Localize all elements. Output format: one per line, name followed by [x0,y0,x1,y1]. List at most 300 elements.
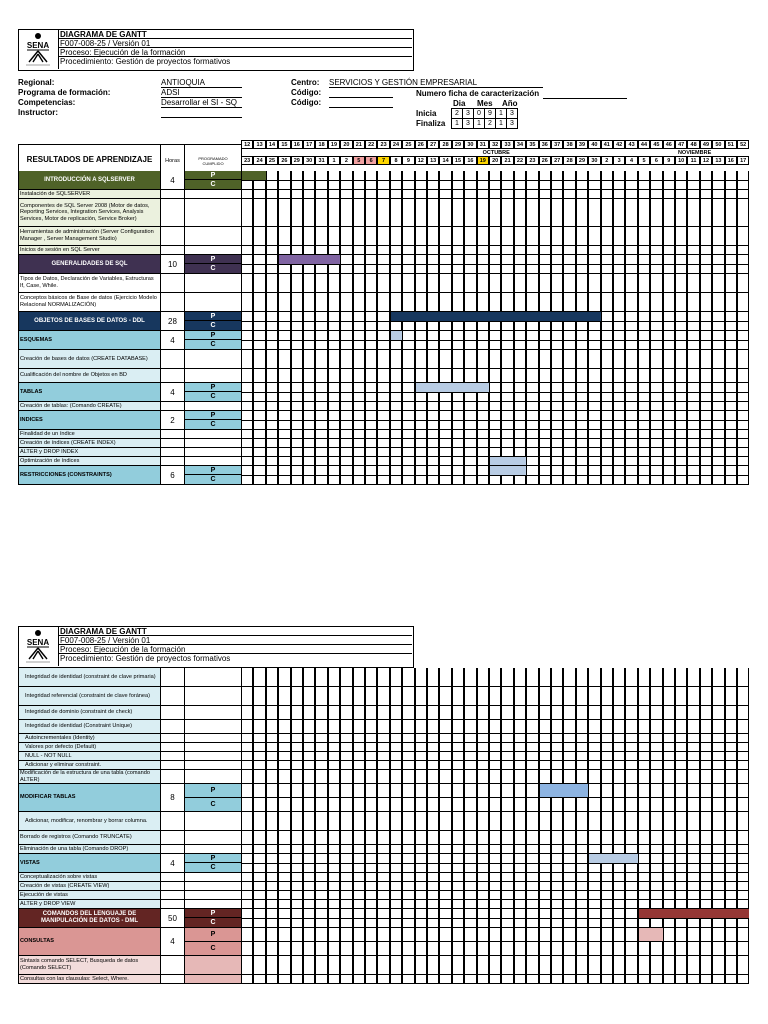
horas-cell [161,752,185,761]
gantt-cell [340,975,352,984]
gantt-cell [601,255,613,265]
gantt-cell [377,341,389,351]
gantt-cell [638,199,650,227]
gantt-cell [303,668,315,687]
gantt-cell [501,784,513,798]
gantt-cell [340,171,352,181]
gantt-cell [687,274,699,293]
gantt-cell [439,393,451,403]
gantt-cell [402,770,414,784]
week-number: 24 [390,140,402,149]
gantt-cell [588,761,600,770]
gantt-cell [315,439,327,448]
gantt-cell [315,274,327,293]
gantt-cell [501,448,513,457]
gantt-cell [625,882,637,891]
gantt-cell [415,687,427,706]
gantt-cell [402,246,414,255]
gantt-cell [514,687,526,706]
week-number: 52 [737,140,749,149]
gantt-cell [601,882,613,891]
gantt-cell [365,227,377,246]
gantt-cell [539,246,551,255]
gantt-cell [539,199,551,227]
mes-label: Mes [477,99,493,108]
gantt-cell [737,873,749,882]
gantt-cell [539,882,551,891]
gantt-cell [266,331,278,341]
gantt-cell [514,411,526,421]
gantt-cell [625,466,637,476]
gantt-cell [415,928,427,942]
gantt-cell [477,798,489,812]
gantt-cell [477,928,489,942]
competencias-label: Competencias: [18,98,76,107]
gantt-cell [266,770,278,784]
gantt-cell [514,720,526,734]
gantt-cell [675,975,687,984]
programado-cumplido-cell [185,734,242,743]
gantt-cell [712,854,724,864]
gantt-cell [452,274,464,293]
day-number: 14 [439,156,451,165]
gantt-cell [365,448,377,457]
gantt-cell [514,293,526,312]
gantt-cell [340,181,352,191]
gantt-cell [687,854,699,864]
gantt-cell [390,928,402,942]
week-number: 36 [539,140,551,149]
gantt-cell [328,761,340,770]
gantt-cell [427,752,439,761]
gantt-cell [464,265,476,275]
gantt-cell [439,706,451,720]
gantt-cell [737,227,749,246]
gantt-cell [464,891,476,900]
gantt-cell [266,199,278,227]
gantt-cell [266,831,278,845]
gantt-cell [563,448,575,457]
gantt-cell [489,246,501,255]
day-number: 8 [390,156,402,165]
gantt-cell [427,171,439,181]
gantt-cell [477,845,489,854]
gantt-cell [439,430,451,439]
gantt-cell [390,743,402,752]
gantt-cell [353,942,365,956]
gantt-cell [303,171,315,181]
gantt-cell [291,227,303,246]
gantt-cell [588,476,600,486]
gantt-cell [489,720,501,734]
gantt-cell [241,900,253,909]
gantt-cell [725,831,737,845]
gantt-cell [489,956,501,975]
gantt-cell [439,812,451,831]
gantt-cell [687,864,699,874]
gantt-cell [675,798,687,812]
gantt-cell [650,350,662,369]
gantt-cell [663,274,675,293]
gantt-cell [675,293,687,312]
gantt-cell [489,274,501,293]
gantt-cell [712,402,724,411]
gantt-cell [501,734,513,743]
gantt-cell [464,956,476,975]
gantt-cell [390,411,402,421]
gantt-cell [576,430,588,439]
gantt-cell [328,975,340,984]
gantt-cell [675,770,687,784]
gantt-cell [712,900,724,909]
gantt-cell [390,891,402,900]
day-number: 12 [700,156,712,165]
gantt-cell [477,854,489,864]
gantt-cell [700,171,712,181]
gantt-cell [725,341,737,351]
gantt-cell [539,393,551,403]
gantt-cell [712,845,724,854]
gantt-cell [539,752,551,761]
gantt-cell [663,457,675,466]
gantt-cell [315,457,327,466]
header-line-2: Proceso: Ejecución de la formación [60,48,186,57]
gantt-cell [687,312,699,322]
gantt-cell [700,687,712,706]
gantt-cell [638,369,650,383]
gantt-cell [687,845,699,854]
topic-row-label: Integridad de dominio (constraint de check) [18,706,161,720]
gantt-cell [514,181,526,191]
gantt-cell [489,402,501,411]
gantt-cell [712,687,724,706]
gantt-cell [464,421,476,431]
gantt-cell [328,439,340,448]
gantt-cell [439,873,451,882]
date-digit: 1 [451,118,463,129]
gantt-cell [601,734,613,743]
gantt-cell [464,882,476,891]
gantt-cell [650,798,662,812]
day-number: 13 [712,156,724,165]
gantt-cell [551,812,563,831]
gantt-cell [725,265,737,275]
gantt-cell [489,770,501,784]
gantt-cell [415,900,427,909]
gantt-cell [601,784,613,798]
gantt-cell [353,402,365,411]
horas-cell [161,668,185,687]
gantt-cell [365,668,377,687]
gantt-cell [278,171,290,181]
gantt-cell [576,752,588,761]
gantt-cell [625,341,637,351]
week-number: 12 [241,140,253,149]
gantt-cell [377,956,389,975]
gantt-cell [377,845,389,854]
gantt-cell [539,466,551,476]
gantt-cell [737,274,749,293]
gantt-cell [291,439,303,448]
gantt-cell [650,668,662,687]
gantt-cell [576,383,588,393]
gantt-cell [514,812,526,831]
gantt-cell [464,181,476,191]
topic-row-label: Optimización de índices [18,457,161,466]
gantt-cell [402,274,414,293]
gantt-cell [266,255,278,265]
gantt-cell [725,448,737,457]
gantt-cell [390,199,402,227]
gantt-cell [588,942,600,956]
gantt-cell [588,181,600,191]
gantt-cell [650,743,662,752]
gantt-cell [328,274,340,293]
gantt-cell [563,190,575,199]
gantt-cell [328,457,340,466]
gantt-cell [315,706,327,720]
gantt-cell [625,928,637,942]
gantt-cell [253,845,265,854]
gantt-cell [663,873,675,882]
gantt-cell [452,265,464,275]
week-number: 45 [650,140,662,149]
gantt-cell [328,265,340,275]
gantt-cell [725,770,737,784]
gantt-cell [402,761,414,770]
gantt-cell [415,812,427,831]
gantt-cell [737,402,749,411]
gantt-cell [588,393,600,403]
programado-cumplido-cell [185,743,242,752]
gantt-cell [613,393,625,403]
gantt-cell [700,975,712,984]
gantt-cell [663,761,675,770]
gantt-cell [291,752,303,761]
gantt-cell [737,975,749,984]
gantt-cell [663,812,675,831]
gantt-cell [725,752,737,761]
gantt-cell [477,919,489,929]
gantt-cell [514,255,526,265]
gantt-cell [377,350,389,369]
gantt-cell [625,350,637,369]
gantt-cell [340,448,352,457]
gantt-cell [439,350,451,369]
gantt-cell [278,448,290,457]
gantt-cell [625,199,637,227]
gantt-cell [638,919,650,929]
day-number: 20 [489,156,501,165]
gantt-cell [340,430,352,439]
gantt-cell [328,322,340,332]
gantt-cell [725,190,737,199]
gantt-cell [427,274,439,293]
gantt-cell [576,411,588,421]
gantt-cell [489,350,501,369]
week-number: 28 [439,140,451,149]
gantt-cell [489,845,501,854]
topic-row-label: Integridad de identidad (Constraint Unique) [18,720,161,734]
topic-row-label: Consultas con las clausulas: Select, Where. [18,975,161,984]
gantt-cell [737,255,749,265]
horas-cell: 4 [161,928,185,956]
day-number: 16 [725,156,737,165]
gantt-cell [340,831,352,845]
gantt-cell [340,331,352,341]
gantt-cell [675,402,687,411]
gantt-cell [452,350,464,369]
gantt-cell [638,975,650,984]
gantt-cell [737,430,749,439]
gantt-cell [278,891,290,900]
gantt-cell [687,350,699,369]
gantt-cell [390,350,402,369]
gantt-cell [712,171,724,181]
gantt-cell [638,900,650,909]
gantt-cell [712,369,724,383]
gantt-cell [663,891,675,900]
gantt-cell [241,873,253,882]
gantt-cell [712,448,724,457]
gantt-cell [687,331,699,341]
gantt-cell [278,350,290,369]
codigo-label-2: Código: [291,98,322,107]
gantt-cell [712,668,724,687]
gantt-cell [303,864,315,874]
gantt-cell [526,350,538,369]
gantt-cell [439,255,451,265]
gantt-cell [340,421,352,431]
gantt-cell [588,227,600,246]
gantt-cell [439,687,451,706]
gantt-cell [613,350,625,369]
gantt-cell [266,854,278,864]
gantt-cell [576,341,588,351]
gantt-cell [278,812,290,831]
gantt-cell [303,831,315,845]
gantt-cell [328,687,340,706]
gantt-cell [477,274,489,293]
gantt-cell [489,227,501,246]
gantt-cell [291,265,303,275]
gantt-cell [638,831,650,845]
gantt-cell [489,369,501,383]
gantt-cell [539,720,551,734]
gantt-cell [526,882,538,891]
gantt-cell [241,854,253,864]
gantt-cell [340,720,352,734]
gantt-cell [266,873,278,882]
gantt-cell [464,831,476,845]
cumplido-c: C [210,181,216,189]
gantt-cell [390,293,402,312]
gantt-cell [328,350,340,369]
gantt-cell [737,900,749,909]
gantt-cell [439,439,451,448]
programado-cumplido-cell [185,720,242,734]
gantt-cell [588,928,600,942]
gantt-cell [675,393,687,403]
gantt-cell [650,265,662,275]
gantt-cell [303,928,315,942]
gantt-cell [539,476,551,486]
gantt-cell [253,798,265,812]
gantt-cell [588,274,600,293]
gantt-cell [315,909,327,919]
gantt-cell [514,928,526,942]
gantt-cell [390,341,402,351]
horas-cell [161,956,185,975]
gantt-cell [700,190,712,199]
gantt-cell [402,411,414,421]
programado-cumplido-cell [185,331,242,350]
gantt-cell [501,928,513,942]
gantt-cell [601,274,613,293]
gantt-cell [315,181,327,191]
gantt-cell [663,181,675,191]
gantt-cell [365,341,377,351]
gantt-cell [415,975,427,984]
programado-p: P [185,854,241,863]
gantt-cell [402,734,414,743]
gantt-cell [601,265,613,275]
gantt-cell [328,942,340,956]
gantt-cell [315,975,327,984]
gantt-cell [439,942,451,956]
gantt-cell [625,743,637,752]
gantt-cell [650,864,662,874]
gantt-cell [402,854,414,864]
gantt-bar [416,383,489,392]
gantt-cell [315,761,327,770]
gantt-cell [663,928,675,942]
gantt-cell [464,706,476,720]
gantt-cell [489,255,501,265]
gantt-cell [613,734,625,743]
gantt-cell [439,831,451,845]
gantt-cell [663,199,675,227]
gantt-cell [241,812,253,831]
gantt-cell [663,369,675,383]
gantt-cell [328,383,340,393]
gantt-cell [377,734,389,743]
gantt-cell [402,383,414,393]
gantt-cell [687,369,699,383]
gantt-cell [551,743,563,752]
gantt-cell [253,761,265,770]
gantt-cell [613,246,625,255]
gantt-cell [291,761,303,770]
gantt-cell [353,784,365,798]
gantt-cell [452,246,464,255]
gantt-cell [501,854,513,864]
gantt-cell [452,909,464,919]
gantt-cell [427,784,439,798]
gantt-cell [353,421,365,431]
gantt-cell [452,322,464,332]
gantt-cell [601,476,613,486]
gantt-bar [639,928,663,941]
horas-cell: 2 [161,411,185,430]
gantt-cell [650,293,662,312]
gantt-cell [650,466,662,476]
gantt-cell [700,274,712,293]
gantt-cell [303,274,315,293]
gantt-cell [402,752,414,761]
gantt-cell [253,956,265,975]
gantt-cell [501,369,513,383]
